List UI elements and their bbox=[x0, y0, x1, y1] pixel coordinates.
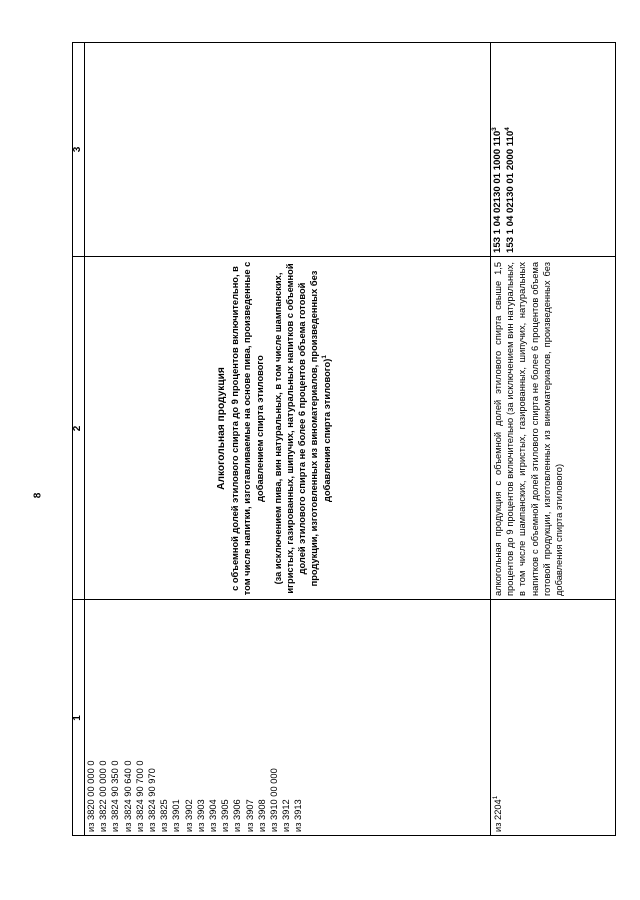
row-rule bbox=[490, 42, 491, 836]
code-item: из 3903 bbox=[195, 799, 206, 832]
row2-description: алкогольная продукция с объемной долей этилового спирта свыше 1,5 процентов до 9 процентов включительно (за исключением вин натуральных, в том числе шампанских, игристых, газированных, шипучих, натуральных напитков с объемной долей этилового спирта не более 6 процентов объема готовой продукции, изготовленных из виноматериалов, произведенных без добавления спирта этилового) bbox=[493, 262, 565, 596]
kbk-code: 153 1 04 02130 01 2000 $110^4$ bbox=[503, 127, 516, 253]
row2-code bbox=[492, 602, 504, 832]
row1-heading-block bbox=[216, 261, 333, 596]
row2-kbk-codes bbox=[492, 43, 517, 253]
group-title: Алкогольная продукция bbox=[216, 367, 227, 490]
code-item: из 3908 bbox=[256, 799, 267, 832]
code-item: из 3904 bbox=[208, 799, 219, 832]
code-item: из 3906 bbox=[232, 799, 243, 832]
code-item: из 3825 bbox=[159, 799, 170, 832]
code-item: из 3907 bbox=[244, 799, 255, 832]
code-item: из 3820 00 000 0 bbox=[86, 760, 96, 832]
group-line: с объемной долей этилового спирта до 9 процентов включительно, в bbox=[230, 266, 241, 591]
footnote-mark: 1 bbox=[491, 795, 499, 800]
group-line: (за исключением пива, вин натуральных, в том числе шампанских, bbox=[272, 272, 283, 585]
code-item: из 3913 bbox=[293, 799, 304, 832]
group-line: долей этилового спирта не более 6 процентов объема готовой bbox=[297, 282, 308, 575]
group-line: продукции, изготовленных из виноматериалов, произведенных без bbox=[309, 270, 320, 587]
code-item: из 3902 bbox=[183, 799, 194, 832]
column-header-3: 3 bbox=[72, 146, 83, 153]
group-line: игристых, газированных, шипучих, натуральных напитков с объемной bbox=[285, 263, 296, 594]
code-item: из 2204 bbox=[493, 799, 503, 832]
code-item: из 3824 90 700 0 bbox=[134, 760, 145, 832]
row1-codes bbox=[85, 602, 305, 832]
code-item: из 3822 00 000 0 bbox=[98, 760, 109, 832]
kbk-code: 153 1 04 02130 01 1000 $110^3$ bbox=[490, 127, 503, 253]
code-item: из 3824 90 970 bbox=[147, 768, 158, 832]
group-line: добавлением спирта этилового bbox=[254, 355, 265, 502]
code-item: из 3901 bbox=[171, 799, 182, 832]
code-item: из 3905 bbox=[220, 799, 231, 832]
column-header-1: 1 bbox=[72, 715, 83, 721]
code-item: из 3910 00 000 bbox=[269, 768, 280, 832]
rotated-table bbox=[72, 42, 616, 836]
code-item: из 3912 bbox=[281, 799, 292, 832]
code-item: из 3824 90 640 0 bbox=[122, 760, 133, 832]
group-line: добавления спирта этилового)$^1$ bbox=[320, 355, 332, 502]
page-number: 8 bbox=[32, 492, 44, 499]
col-rule-2 bbox=[72, 256, 616, 257]
group-line: том числе напитки, изготавливаемые на основе пива, произведенные с bbox=[242, 261, 253, 596]
col-rule-1 bbox=[72, 599, 616, 600]
footnote-mark: 1 bbox=[320, 355, 328, 359]
column-header-2: 2 bbox=[72, 425, 83, 432]
code-item: из 3824 90 350 0 bbox=[110, 760, 121, 832]
